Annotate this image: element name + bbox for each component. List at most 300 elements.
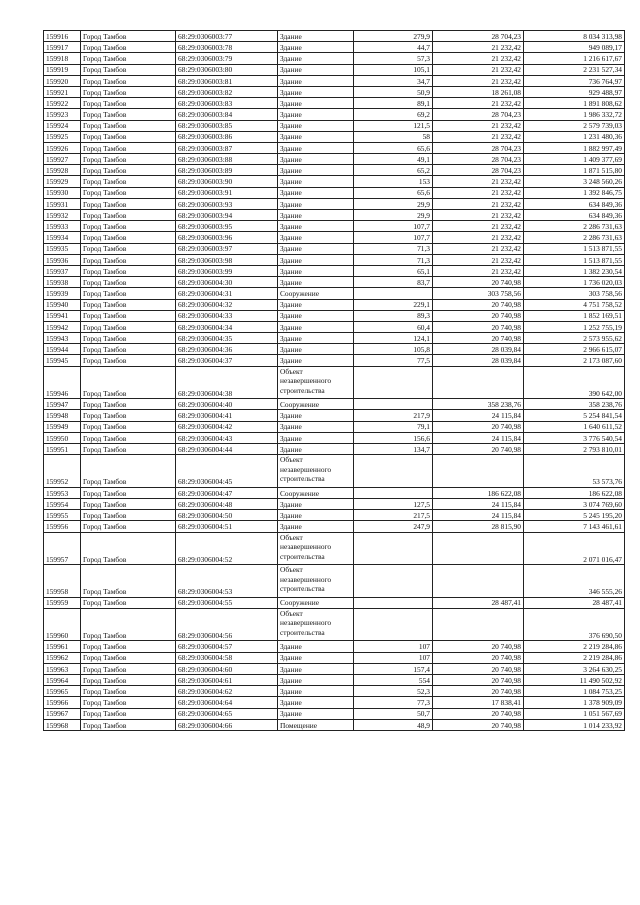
table-row [44,42,625,53]
object-type-cell: Здание [278,75,354,86]
specific-value-cell: 24 115,84 [433,498,524,509]
object-type-cell: Здание [278,277,354,288]
row-number: 159947 [44,399,81,410]
cadastral-number-cell: 68:29:0306004:40 [176,399,278,410]
specific-value-cell: 17 838,41 [433,697,524,708]
row-number: 159924 [44,120,81,131]
cadastral-value-cell: 1 513 871,55 [524,254,625,265]
row-number: 159939 [44,288,81,299]
cadastral-value-cell: 1 378 909,09 [524,697,625,708]
cadastral-number-cell: 68:29:0306004:44 [176,443,278,454]
cadastral-value-cell: 2 573 955,62 [524,333,625,344]
city-cell: Город Тамбов [81,86,176,97]
city-cell: Город Тамбов [81,498,176,509]
specific-value-cell: 28 704,23 [433,142,524,153]
object-type-cell: Здание [278,187,354,198]
table-row [44,288,625,299]
table-row [44,86,625,97]
table-row [44,75,625,86]
specific-value-cell: 20 740,98 [433,675,524,686]
object-type-cell: Здание [278,176,354,187]
cadastral-value-cell: 2 071 016,47 [524,532,625,565]
cadastral-number-cell: 68:29:0306003:98 [176,254,278,265]
specific-value-cell: 28 704,23 [433,31,524,42]
table-row [44,432,625,443]
row-number: 159926 [44,142,81,153]
area-cell: 247,9 [354,521,433,532]
table-row [44,109,625,120]
city-cell: Город Тамбов [81,109,176,120]
table-row [44,344,625,355]
table-row [44,187,625,198]
object-type-cell: Объект незавершенного строительства [278,455,354,488]
cadastral-number-cell: 68:29:0306004:33 [176,310,278,321]
city-cell: Город Тамбов [81,210,176,221]
specific-value-cell: 358 238,76 [433,399,524,410]
table-row [44,443,625,454]
specific-value-cell: 21 232,42 [433,210,524,221]
area-cell: 48,9 [354,719,433,730]
specific-value-cell: 21 232,42 [433,120,524,131]
city-cell: Город Тамбов [81,221,176,232]
row-number: 159930 [44,187,81,198]
row-number: 159955 [44,510,81,521]
object-type-cell: Здание [278,265,354,276]
city-cell: Город Тамбов [81,432,176,443]
table-row [44,221,625,232]
specific-value-cell: 28 487,41 [433,597,524,608]
object-type-cell: Здание [278,86,354,97]
cadastral-value-cell: 3 776 540,54 [524,432,625,443]
cadastral-number-cell: 68:29:0306003:90 [176,176,278,187]
row-number: 159944 [44,344,81,355]
area-cell: 79,1 [354,421,433,432]
specific-value-cell: 21 232,42 [433,254,524,265]
specific-value-cell: 24 115,84 [433,510,524,521]
area-cell: 69,2 [354,109,433,120]
row-number: 159966 [44,697,81,708]
table-row [44,254,625,265]
cadastral-value-cell: 358 238,76 [524,399,625,410]
specific-value-cell: 20 740,98 [433,719,524,730]
table-row [44,565,625,598]
object-type-cell: Объект незавершенного строительства [278,532,354,565]
table-row [44,686,625,697]
object-type-cell: Объект незавершенного строительства [278,565,354,598]
city-cell: Город Тамбов [81,532,176,565]
area-cell [354,597,433,608]
row-number: 159963 [44,663,81,674]
cadastral-number-cell: 68:29:0306003:81 [176,75,278,86]
object-type-cell: Здание [278,443,354,454]
area-cell: 217,5 [354,510,433,521]
row-number: 159940 [44,299,81,310]
table-row [44,410,625,421]
cadastral-number-cell: 68:29:0306004:51 [176,521,278,532]
cadastral-number-cell: 68:29:0306003:87 [176,142,278,153]
row-number: 159941 [44,310,81,321]
object-type-cell: Здание [278,510,354,521]
cadastral-number-cell: 68:29:0306004:41 [176,410,278,421]
cadastral-number-cell: 68:29:0306004:37 [176,355,278,366]
table-row [44,641,625,652]
object-type-cell: Здание [278,521,354,532]
city-cell: Город Тамбов [81,333,176,344]
object-type-cell: Здание [278,142,354,153]
cadastral-number-cell: 68:29:0306004:43 [176,432,278,443]
row-number: 159960 [44,608,81,641]
city-cell: Город Тамбов [81,265,176,276]
row-number: 159961 [44,641,81,652]
row-number: 159932 [44,210,81,221]
city-cell: Город Тамбов [81,232,176,243]
row-number: 159933 [44,221,81,232]
specific-value-cell [433,565,524,598]
object-type-cell: Здание [278,120,354,131]
table-row [44,120,625,131]
city-cell: Город Тамбов [81,75,176,86]
object-type-cell: Здание [278,675,354,686]
cadastral-number-cell: 68:29:0306004:62 [176,686,278,697]
object-type-cell: Здание [278,310,354,321]
area-cell: 52,3 [354,686,433,697]
specific-value-cell: 20 740,98 [433,652,524,663]
table-row [44,232,625,243]
cadastral-number-cell: 68:29:0306004:56 [176,608,278,641]
table-row [44,165,625,176]
row-number: 159942 [44,321,81,332]
cadastral-value-cell: 634 849,36 [524,198,625,209]
city-cell: Город Тамбов [81,663,176,674]
city-cell: Город Тамбов [81,299,176,310]
area-cell: 65,2 [354,165,433,176]
row-number: 159954 [44,498,81,509]
city-cell: Город Тамбов [81,686,176,697]
cadastral-value-cell: 1 409 377,69 [524,154,625,165]
cadastral-value-cell: 28 487,41 [524,597,625,608]
row-number: 159919 [44,64,81,75]
table-row [44,597,625,608]
cadastral-value-cell: 1 986 332,72 [524,109,625,120]
cadastral-number-cell: 68:29:0306004:60 [176,663,278,674]
table-row [44,321,625,332]
object-type-cell: Здание [278,663,354,674]
row-number: 159921 [44,86,81,97]
city-cell: Город Тамбов [81,142,176,153]
table-row [44,176,625,187]
cadastral-number-cell: 68:29:0306004:30 [176,277,278,288]
row-number: 159925 [44,131,81,142]
cadastral-value-cell: 11 490 502,92 [524,675,625,686]
specific-value-cell: 21 232,42 [433,187,524,198]
cadastral-number-cell: 68:29:0306003:84 [176,109,278,120]
object-type-cell: Здание [278,641,354,652]
cadastral-value-cell: 1 231 480,36 [524,131,625,142]
cadastral-number-cell: 68:29:0306003:78 [176,42,278,53]
object-type-cell: Здание [278,42,354,53]
area-cell [354,565,433,598]
cadastral-number-cell: 68:29:0306004:57 [176,641,278,652]
table-row [44,719,625,730]
area-cell: 107,7 [354,221,433,232]
cadastral-value-cell: 1 216 617,67 [524,53,625,64]
table-row [44,652,625,663]
specific-value-cell: 20 740,98 [433,421,524,432]
object-type-cell: Здание [278,344,354,355]
specific-value-cell: 24 115,84 [433,410,524,421]
row-number: 159918 [44,53,81,64]
specific-value-cell [433,366,524,399]
cadastral-number-cell: 68:29:0306004:64 [176,697,278,708]
specific-value-cell: 303 758,56 [433,288,524,299]
cadastral-value-cell: 1 392 846,75 [524,187,625,198]
city-cell: Город Тамбов [81,277,176,288]
specific-value-cell: 21 232,42 [433,176,524,187]
object-type-cell: Помещение [278,719,354,730]
area-cell: 29,9 [354,210,433,221]
city-cell: Город Тамбов [81,98,176,109]
cadastral-number-cell: 68:29:0306004:36 [176,344,278,355]
specific-value-cell: 20 740,98 [433,310,524,321]
area-cell: 229,1 [354,299,433,310]
table-row [44,399,625,410]
area-cell: 134,7 [354,443,433,454]
area-cell: 60,4 [354,321,433,332]
cadastral-value-cell: 1 852 169,51 [524,310,625,321]
cadastral-value-cell: 929 488,97 [524,86,625,97]
object-type-cell: Объект незавершенного строительства [278,608,354,641]
table-row [44,366,625,399]
object-type-cell: Здание [278,109,354,120]
specific-value-cell: 20 740,98 [433,443,524,454]
row-number: 159946 [44,366,81,399]
specific-value-cell: 21 232,42 [433,243,524,254]
cadastral-number-cell: 68:29:0306004:65 [176,708,278,719]
city-cell: Город Тамбов [81,510,176,521]
cadastral-value-cell: 2 579 739,03 [524,120,625,131]
cadastral-number-cell: 68:29:0306004:47 [176,487,278,498]
table-row [44,198,625,209]
row-number: 159928 [44,165,81,176]
object-type-cell: Здание [278,254,354,265]
city-cell: Город Тамбов [81,399,176,410]
table-row [44,708,625,719]
specific-value-cell: 20 740,98 [433,277,524,288]
object-type-cell: Здание [278,355,354,366]
row-number: 159937 [44,265,81,276]
object-type-cell: Здание [278,154,354,165]
cadastral-number-cell: 68:29:0306004:52 [176,532,278,565]
cadastral-value-cell: 8 034 313,98 [524,31,625,42]
table-row [44,510,625,521]
area-cell: 50,7 [354,708,433,719]
specific-value-cell: 20 740,98 [433,663,524,674]
cadastral-value-cell: 7 143 461,61 [524,521,625,532]
cadastral-number-cell: 68:29:0306003:93 [176,198,278,209]
area-cell: 65,6 [354,142,433,153]
table-row [44,521,625,532]
city-cell: Город Тамбов [81,154,176,165]
cadastral-value-cell: 5 254 841,54 [524,410,625,421]
object-type-cell: Здание [278,421,354,432]
cadastral-number-cell: 68:29:0306003:86 [176,131,278,142]
area-cell: 105,1 [354,64,433,75]
specific-value-cell: 21 232,42 [433,221,524,232]
cadastral-value-cell: 376 690,50 [524,608,625,641]
area-cell: 71,3 [354,254,433,265]
row-number: 159929 [44,176,81,187]
table-row [44,455,625,488]
cadastral-number-cell: 68:29:0306004:38 [176,366,278,399]
object-type-cell: Здание [278,432,354,443]
row-number: 159938 [44,277,81,288]
cadastral-value-cell: 390 642,00 [524,366,625,399]
cadastral-number-cell: 68:29:0306004:42 [176,421,278,432]
area-cell: 107 [354,652,433,663]
cadastral-number-cell: 68:29:0306003:85 [176,120,278,131]
object-type-cell: Здание [278,210,354,221]
city-cell: Город Тамбов [81,652,176,663]
city-cell: Город Тамбов [81,321,176,332]
city-cell: Город Тамбов [81,243,176,254]
cadastral-number-cell: 68:29:0306003:88 [176,154,278,165]
cadastral-value-cell: 5 245 195,20 [524,510,625,521]
row-number: 159948 [44,410,81,421]
row-number: 159959 [44,597,81,608]
row-number: 159943 [44,333,81,344]
cadastral-value-cell: 1 736 020,03 [524,277,625,288]
cadastral-value-cell: 2 966 615,07 [524,344,625,355]
row-number: 159931 [44,198,81,209]
table-row [44,487,625,498]
city-cell: Город Тамбов [81,521,176,532]
object-type-cell: Сооружение [278,597,354,608]
specific-value-cell [433,608,524,641]
specific-value-cell: 20 740,98 [433,708,524,719]
specific-value-cell: 21 232,42 [433,198,524,209]
object-type-cell: Здание [278,243,354,254]
area-cell: 89,1 [354,98,433,109]
cadastral-value-cell: 736 764,97 [524,75,625,86]
object-type-cell: Здание [278,198,354,209]
cadastral-number-cell: 68:29:0306004:34 [176,321,278,332]
object-type-cell: Здание [278,333,354,344]
city-cell: Город Тамбов [81,31,176,42]
object-type-cell: Здание [278,165,354,176]
cadastral-value-cell: 1 252 755,19 [524,321,625,332]
area-cell: 127,5 [354,498,433,509]
row-number: 159951 [44,443,81,454]
specific-value-cell [433,455,524,488]
specific-value-cell: 28 039,84 [433,344,524,355]
table-body [44,31,625,731]
cadastral-number-cell: 68:29:0306004:31 [176,288,278,299]
specific-value-cell: 28 704,23 [433,165,524,176]
object-type-cell: Сооружение [278,399,354,410]
area-cell: 83,7 [354,277,433,288]
city-cell: Город Тамбов [81,64,176,75]
cadastral-value-cell: 4 751 758,52 [524,299,625,310]
table-row [44,131,625,142]
city-cell: Город Тамбов [81,187,176,198]
cadastral-value-cell: 346 555,26 [524,565,625,598]
document-page [43,30,624,731]
area-cell [354,288,433,299]
table-row [44,333,625,344]
object-type-cell: Здание [278,410,354,421]
table-row [44,53,625,64]
cadastral-number-cell: 68:29:0306003:97 [176,243,278,254]
area-cell [354,399,433,410]
specific-value-cell: 24 115,84 [433,432,524,443]
cadastral-value-cell: 1 084 753,25 [524,686,625,697]
specific-value-cell: 20 740,98 [433,321,524,332]
city-cell: Город Тамбов [81,42,176,53]
city-cell: Город Тамбов [81,131,176,142]
cadastral-number-cell: 68:29:0306003:95 [176,221,278,232]
area-cell [354,532,433,565]
cadastral-number-cell: 68:29:0306003:99 [176,265,278,276]
table-row [44,299,625,310]
cadastral-value-cell: 53 573,76 [524,455,625,488]
area-cell: 124,1 [354,333,433,344]
city-cell: Город Тамбов [81,198,176,209]
cadastral-value-cell: 1 014 233,92 [524,719,625,730]
city-cell: Город Тамбов [81,443,176,454]
specific-value-cell: 21 232,42 [433,131,524,142]
area-cell [354,455,433,488]
cadastral-value-cell: 2 793 810,01 [524,443,625,454]
cadastral-number-cell: 68:29:0306004:58 [176,652,278,663]
row-number: 159916 [44,31,81,42]
object-type-cell: Здание [278,221,354,232]
row-number: 159950 [44,432,81,443]
area-cell: 50,9 [354,86,433,97]
row-number: 159968 [44,719,81,730]
area-cell: 107 [354,641,433,652]
cadastral-value-cell: 3 248 560,26 [524,176,625,187]
table-row [44,210,625,221]
area-cell: 156,6 [354,432,433,443]
cadastral-number-cell: 68:29:0306004:48 [176,498,278,509]
cadastral-number-cell: 68:29:0306004:61 [176,675,278,686]
row-number: 159923 [44,109,81,120]
cadastral-number-cell: 68:29:0306004:45 [176,455,278,488]
table-row [44,355,625,366]
cadastral-value-cell: 949 089,17 [524,42,625,53]
city-cell: Город Тамбов [81,310,176,321]
cadastral-value-cell: 1 051 567,69 [524,708,625,719]
cadastral-number-cell: 68:29:0306003:82 [176,86,278,97]
object-type-cell: Здание [278,98,354,109]
cadastral-value-cell: 2 231 527,34 [524,64,625,75]
cadastral-value-cell: 1 882 997,49 [524,142,625,153]
object-type-cell: Сооружение [278,288,354,299]
specific-value-cell: 28 704,23 [433,109,524,120]
table-row [44,142,625,153]
cadastral-number-cell: 68:29:0306003:94 [176,210,278,221]
city-cell: Город Тамбов [81,421,176,432]
cadastral-value-cell: 2 219 284,86 [524,641,625,652]
area-cell: 217,9 [354,410,433,421]
area-cell: 71,3 [354,243,433,254]
cadastral-number-cell: 68:29:0306003:83 [176,98,278,109]
area-cell: 279,9 [354,31,433,42]
area-cell: 44,7 [354,42,433,53]
specific-value-cell: 20 740,98 [433,333,524,344]
row-number: 159957 [44,532,81,565]
specific-value-cell: 20 740,98 [433,299,524,310]
